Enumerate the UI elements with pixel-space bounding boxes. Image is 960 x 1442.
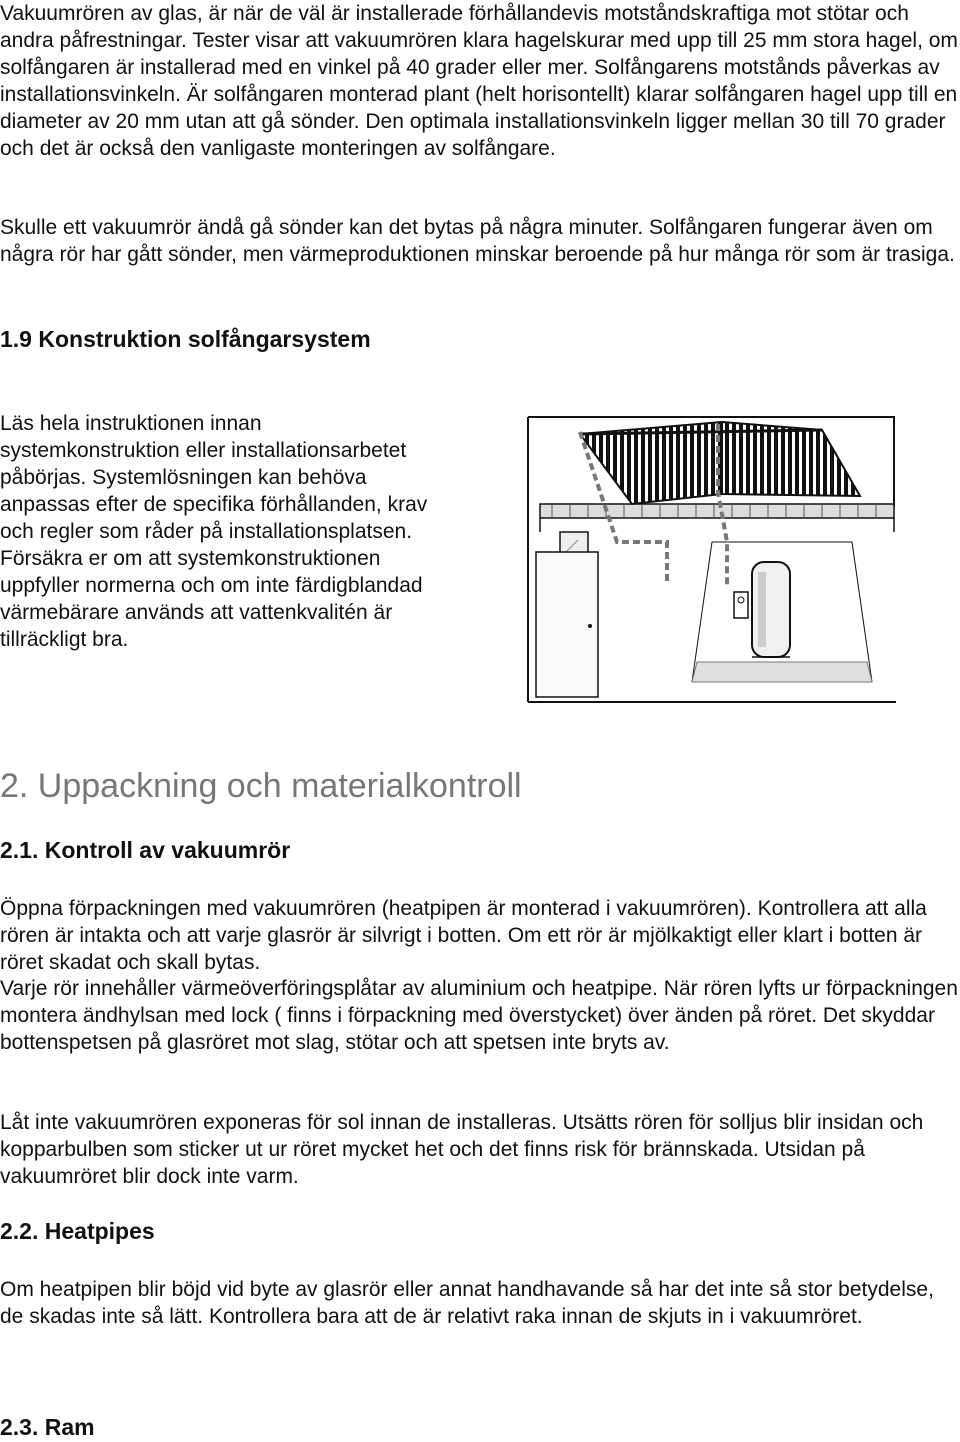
section-2-2-heading xyxy=(0,1217,155,1245)
controller xyxy=(734,592,748,618)
section-2-3-title: Ram xyxy=(44,1414,95,1440)
section-2-2-title: Heatpipes xyxy=(44,1218,155,1244)
section-2-3-number: 2.3. xyxy=(0,1414,39,1440)
section-2-3-heading xyxy=(0,1413,95,1441)
section-1-9-heading xyxy=(0,325,371,353)
section-2-1-paragraph-3: Låt inte vakuumrören exponeras för sol innan de installeras. Utsätts rören för solljus blir insidan och kopparbulben som sticker ut ur röret mycket het och det finns risk för brännskada. Utsidan på vakuumröret blir dock inte varm. xyxy=(0,1111,924,1188)
solar-system-illustration xyxy=(522,412,904,712)
section-2-heading: 2. Uppackning och materialkontroll xyxy=(0,767,522,805)
roof xyxy=(540,504,894,532)
section-2-1-number: 2.1. xyxy=(0,837,39,863)
storage-tank xyxy=(752,562,790,657)
intro-paragraph-2: Skulle ett vakuumrör ändå gå sönder kan det bytas på några minuter. Solfångaren fungerar även om några rör har gått sönder, men värmeproduktionen minskar beroende på hur många rör som är trasiga. xyxy=(0,216,955,266)
section-2-1-title: Kontroll av vakuumrör xyxy=(44,837,291,863)
section-1-9-number: 1.9 K xyxy=(0,326,55,352)
door xyxy=(536,552,598,697)
section-2-2-paragraph-1: Om heatpipen blir böjd vid byte av glasrör eller annat handhavande så har det inte så stor betydelse, de skadas inte så lätt. Kontrollera bara att de är relativt raka innan de skjuts in i vakuumröret. xyxy=(0,1278,934,1328)
section-2-1-heading xyxy=(0,836,290,864)
section-2-2-number: 2.2. xyxy=(0,1218,39,1244)
section-2-1-paragraph-2: Varje rör innehåller värmeöverföringsplåtar av aluminium och heatpipe. När rören lyfts ur förpackningen montera ändhylsan med lock ( finns i förpackning med överstycket) över änden på röret. Det skyddar bottenspetsen på glasröret mot slag, stötar och att spetsen inte bryts av. xyxy=(0,977,958,1054)
intro-paragraph-1: Vakuumrören av glas, är när de väl är installerade förhållandevis motståndskraftiga mot stötar och andra påfrestningar. Tester visar att vakuumrören klara hagelskurar med upp till 25 mm stora hagel, om solfångaren är installerad med en vinkel på 40 grader eller mer. Solfångarens motstånds påverkas av installationsvinkeln. Är solfångaren monterad plant (helt horisontellt) klarar solfångaren hagel upp till en diameter av 20 mm utan att gå sönder. Den optimala installationsvinkeln ligger mellan 30 till 70 grader och det är också den vanligaste monteringen av solfångare. xyxy=(0,2,958,160)
section-2-1-paragraph-1: Öppna förpackningen med vakuumrören (heatpipen är monterad i vakuumrören). Kontrollera att alla rören är intakta och att varje glasrör är silvrigt i botten. Om ett rör är mjölkaktigt eller klart i botten är röret skadat och skall bytas. xyxy=(0,897,927,974)
section-1-9-title: onstruktion solfångarsystem xyxy=(54,326,371,352)
section-1-9-body: Läs hela instruktionen innan systemkonstruktion eller installationsarbetet påbörjas. Systemlösningen kan behöva anpassas efter de specifika förhållanden, krav och regler som råder på installationsplatsen. Försäkra er om att systemkonstruktionen uppfyller normerna och om inte färdigblandad värmebärare används att vattenkvalitén är tillräckligt bra. xyxy=(0,412,428,651)
